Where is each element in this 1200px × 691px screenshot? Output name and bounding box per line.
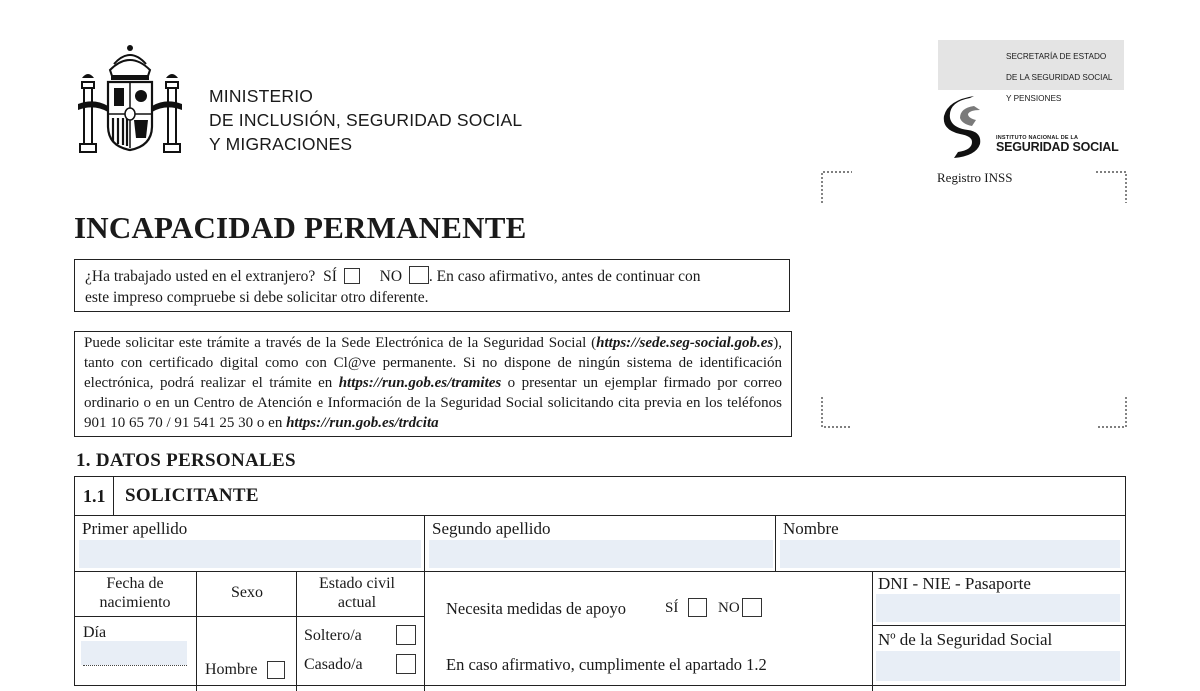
ministry-name (209, 84, 522, 156)
apoyo-no-checkbox[interactable] (742, 598, 762, 617)
segundo-apellido-input[interactable] (429, 540, 773, 568)
dia-label: Día (83, 624, 107, 641)
ministry-line: MINISTERIO (209, 86, 314, 106)
nss-label: Nº de la Seguridad Social (878, 630, 1053, 649)
secretaria-box (938, 40, 1124, 103)
registro-corner (1094, 170, 1130, 204)
apoyo-si-label: SÍ (665, 600, 679, 616)
foreign-work-note-2: este impreso compruebe si debe solicitar otro diferente. (85, 289, 429, 306)
apoyo-note: En caso afirmativo, cumplimente el apartado 1.2 (446, 655, 767, 674)
run-tramites-link[interactable]: https://run.gob.es/tramites (338, 375, 502, 391)
ministry-line: Y MIGRACIONES (209, 134, 353, 154)
hombre-checkbox[interactable] (267, 661, 285, 679)
hombre-label: Hombre (205, 661, 258, 678)
segundo-apellido-label: Segundo apellido (432, 519, 551, 538)
ministry-line: DE INCLUSIÓN, SEGURIDAD SOCIAL (209, 110, 523, 130)
casado-checkbox[interactable] (396, 654, 416, 674)
info-text: Puede solicitar este trámite a través de la Sede Electrónica de la Seguridad Social ( (84, 335, 597, 351)
secretaria-line: Y PENSIONES (1006, 94, 1062, 103)
primer-apellido-input[interactable] (79, 540, 421, 568)
nss-input[interactable] (876, 651, 1120, 681)
nombre-input[interactable] (780, 540, 1120, 568)
apoyo-no-label: NO (718, 600, 740, 616)
subsection-title: SOLICITANTE (125, 485, 259, 506)
dni-label: DNI - NIE - Pasaporte (878, 574, 1031, 593)
dia-input[interactable] (81, 641, 187, 665)
soltero-label: Soltero/a (304, 627, 362, 644)
registro-corner (1094, 395, 1130, 429)
info-text: o presentar un ejemplar firmado por correo ordinario o en un Centro de Atención e Información de la Seguridad Social solicitando cita previa en los teléfonos 901 10 65 70 / 91 541 25 30 o en (84, 375, 782, 431)
casado-label: Casado/a (304, 656, 363, 673)
section-heading: 1. DATOS PERSONALES (76, 450, 296, 471)
primer-apellido-label: Primer apellido (82, 519, 188, 538)
registro-corner (820, 395, 856, 429)
apoyo-label: Necesita medidas de apoyo (446, 599, 627, 618)
inss-name: SEGURIDAD SOCIAL (996, 140, 1119, 154)
yes-label: SÍ (323, 268, 337, 285)
form-title: INCAPACIDAD PERMANENTE (74, 210, 527, 245)
subsection-number: 1.1 (83, 486, 106, 506)
applicant-form (74, 476, 1126, 686)
inss-small-text: INSTITUTO NACIONAL DE LA (996, 135, 1079, 141)
info-box (74, 331, 792, 437)
info-text: ), tanto con certificado digital como con Cl@ve permanente. Si no dispone de ningún sistema de identificación electrónica, podrá realizar el trámite en (84, 335, 782, 391)
registro-corner (820, 170, 856, 204)
apoyo-si-checkbox[interactable] (688, 598, 707, 617)
run-trdcita-link[interactable]: https://run.gob.es/trdcita (286, 415, 439, 431)
inss-logo (940, 96, 992, 162)
sexo-label: Sexo (231, 584, 263, 601)
secretaria-line: SECRETARÍA DE ESTADO (1006, 52, 1107, 61)
fecha-nacimiento-label: Fecha de nacimiento (99, 575, 171, 611)
registro-label: Registro INSS (937, 170, 1013, 185)
soltero-checkbox[interactable] (396, 625, 416, 645)
foreign-work-note: . En caso afirmativo, antes de continuar con (428, 268, 701, 285)
nombre-label: Nombre (783, 519, 839, 538)
estado-civil-label: Estado civil actual (319, 575, 395, 611)
foreign-work-no-checkbox[interactable] (409, 266, 429, 284)
dni-input[interactable] (876, 594, 1120, 622)
foreign-work-yes-checkbox[interactable] (344, 268, 360, 284)
secretaria-line: DE LA SEGURIDAD SOCIAL (1006, 73, 1113, 82)
coat-of-arms-logo (74, 42, 186, 160)
no-label: NO (379, 268, 403, 285)
foreign-work-box (74, 259, 790, 312)
sede-link[interactable]: https://sede.seg-social.gob.es (596, 335, 774, 351)
foreign-work-question: ¿Ha trabajado usted en el extranjero? (85, 268, 316, 285)
